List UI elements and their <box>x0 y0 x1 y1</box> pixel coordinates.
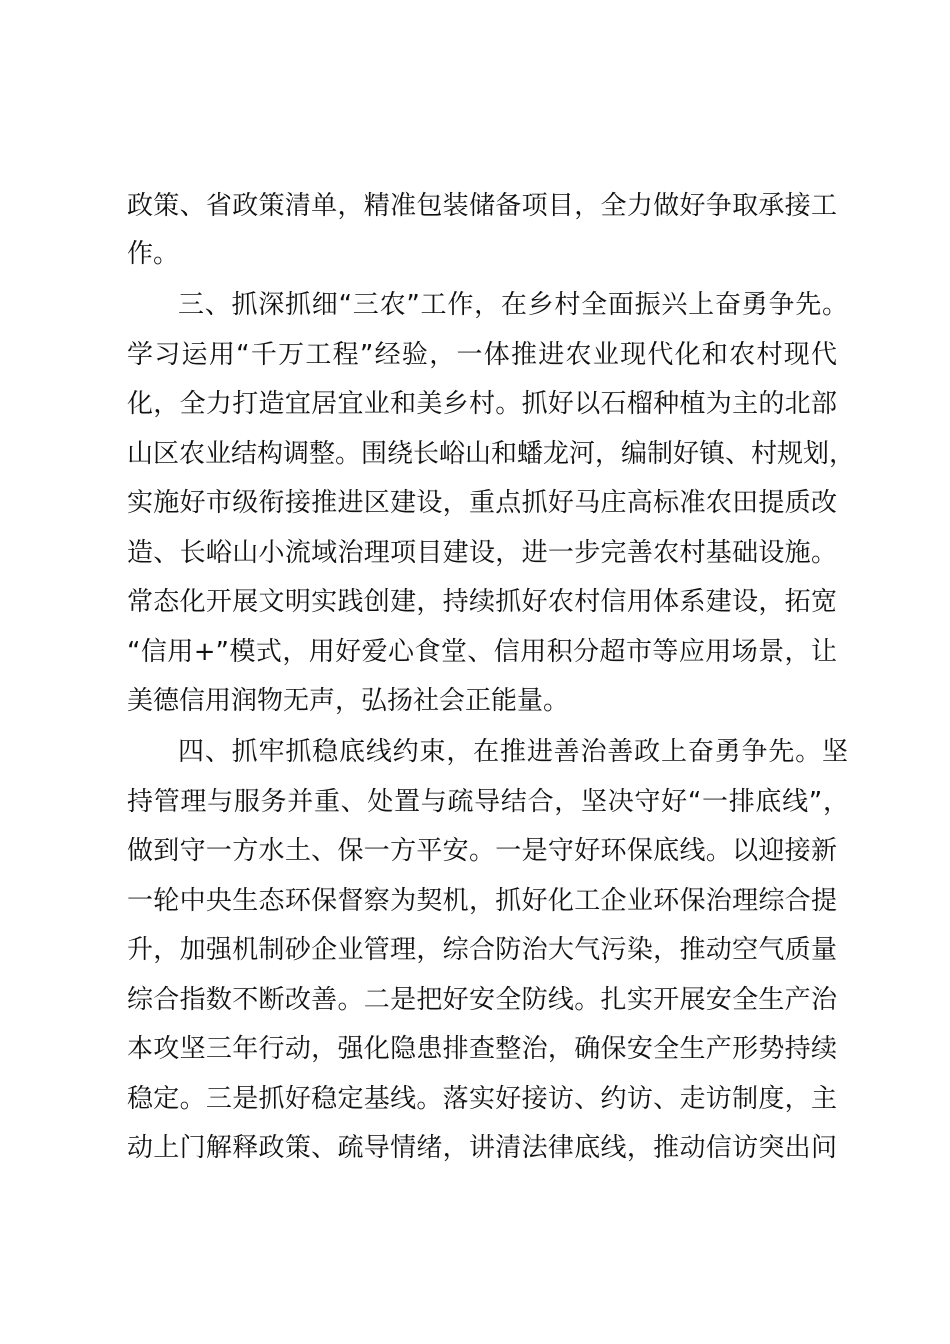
text-line-4: 学习运用“千万工程”经验，一体推进农业现代化和农村现代 <box>127 340 837 370</box>
section-heading-3: 三、抓深抓细“三农”工作，在乡村全面振兴上奋勇争先。 <box>178 290 848 320</box>
text-line-2: 作。 <box>127 239 180 269</box>
text-line-17: 综合指数不断改善。二是把好安全防线。扎实开展安全生产治 <box>127 985 837 1015</box>
section-heading-4: 四、抓牢抓稳底线约束，在推进善治善政上奋勇争先。坚 <box>178 737 848 767</box>
text-line-14: 做到守一方水土、保一方平安。一是守好环保底线。以迎接新 <box>127 836 837 866</box>
text-line-13: 持管理与服务并重、处置与疏导结合，坚决守好“一排底线”， <box>127 787 849 817</box>
text-line-7: 实施好市级衔接推进区建设，重点抓好马庄高标准农田提质改 <box>127 488 837 518</box>
text-line-9: 常态化开展文明实践创建，持续抓好农村信用体系建设，拓宽 <box>127 587 837 617</box>
text-line-15: 一轮中央生态环保督察为契机，抓好化工企业环保治理综合提 <box>127 886 837 916</box>
text-line-5: 化，全力打造宜居宜业和美乡村。抓好以石榴种植为主的北部 <box>127 389 837 419</box>
text-line-19: 稳定。三是抓好稳定基线。落实好接访、约访、走访制度，主 <box>127 1084 837 1114</box>
text-line-18: 本攻坚三年行动，强化隐患排查整治，确保安全生产形势持续 <box>127 1034 837 1064</box>
text-line-16: 升，加强机制砂企业管理，综合防治大气污染，推动空气质量 <box>127 935 837 965</box>
text-line-11: 美德信用润物无声，弘扬社会正能量。 <box>127 686 570 716</box>
text-line-8: 造、长峪山小流域治理项目建设，进一步完善农村基础设施。 <box>127 538 837 568</box>
text-line-1: 政策、省政策清单，精准包装储备项目，全力做好争取承接工 <box>127 191 837 221</box>
text-line-20: 动上门解释政策、疏导情绪，讲清法律底线，推动信访突出问 <box>127 1133 837 1163</box>
text-line-6: 山区农业结构调整。围绕长峪山和蟠龙河，编制好镇、村规划， <box>127 439 856 469</box>
text-line-10: “信用+”模式，用好爱心食堂、信用积分超市等应用场景，让 <box>127 637 837 667</box>
